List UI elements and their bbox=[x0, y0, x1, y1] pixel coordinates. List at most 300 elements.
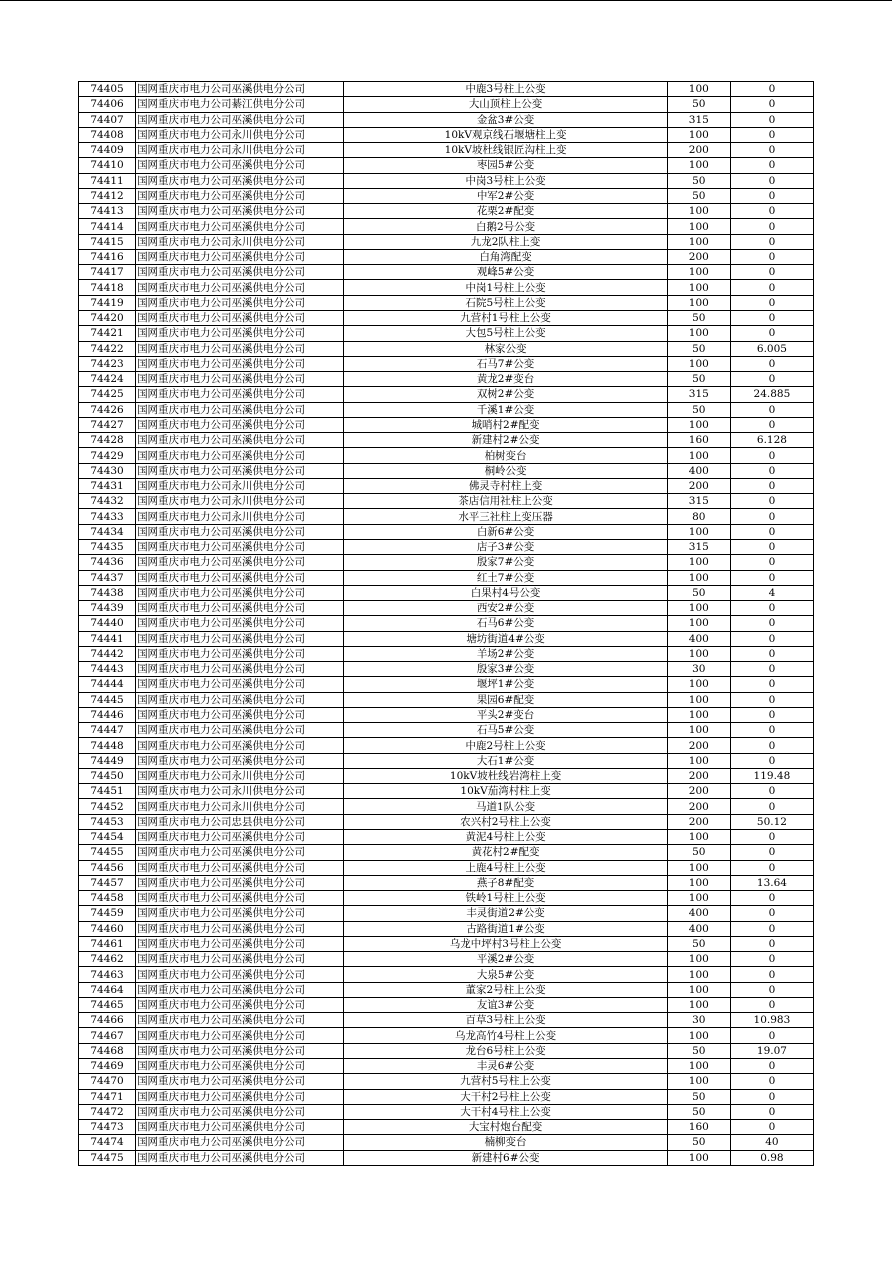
company-cell: 国网重庆市电力公司巫溪供电分公司 bbox=[136, 753, 344, 768]
value-cell: 0 bbox=[730, 707, 813, 722]
transformer-name-cell: 中鹿2号柱上公变 bbox=[344, 738, 667, 753]
value-cell: 0 bbox=[730, 967, 813, 982]
value-cell: 0 bbox=[730, 219, 813, 234]
capacity-cell: 200 bbox=[667, 784, 730, 799]
transformer-table bbox=[78, 81, 814, 1166]
page-top-border bbox=[0, 0, 892, 1]
row-id-cell: 74454 bbox=[79, 830, 136, 845]
company-cell: 国网重庆市电力公司巫溪供电分公司 bbox=[136, 433, 344, 448]
value-cell: 0 bbox=[730, 127, 813, 142]
company-cell: 国网重庆市电力公司巫溪供电分公司 bbox=[136, 616, 344, 631]
row-id-cell: 74449 bbox=[79, 753, 136, 768]
row-id-cell: 74435 bbox=[79, 539, 136, 554]
table-row bbox=[79, 784, 814, 799]
table-row bbox=[79, 692, 814, 707]
row-id-cell: 74412 bbox=[79, 188, 136, 203]
capacity-cell: 50 bbox=[667, 1089, 730, 1104]
value-cell: 13.64 bbox=[730, 875, 813, 890]
company-cell: 国网重庆市电力公司巫溪供电分公司 bbox=[136, 921, 344, 936]
transformer-name-cell: 大泉5#公变 bbox=[344, 967, 667, 982]
row-id-cell: 74405 bbox=[79, 82, 136, 97]
value-cell: 0 bbox=[730, 799, 813, 814]
table-body bbox=[79, 82, 814, 1166]
row-id-cell: 74430 bbox=[79, 463, 136, 478]
transformer-name-cell: 城哨村2#配变 bbox=[344, 417, 667, 432]
value-cell: 0 bbox=[730, 662, 813, 677]
capacity-cell: 100 bbox=[667, 997, 730, 1012]
company-cell: 国网重庆市电力公司巫溪供电分公司 bbox=[136, 1028, 344, 1043]
transformer-name-cell: 石马5#公变 bbox=[344, 723, 667, 738]
company-cell: 国网重庆市电力公司巫溪供电分公司 bbox=[136, 82, 344, 97]
row-id-cell: 74417 bbox=[79, 265, 136, 280]
table-row bbox=[79, 158, 814, 173]
value-cell: 0 bbox=[730, 326, 813, 341]
value-cell: 0 bbox=[730, 234, 813, 249]
transformer-name-cell: 楠柳变台 bbox=[344, 1135, 667, 1150]
table-row bbox=[79, 173, 814, 188]
table-row bbox=[79, 249, 814, 264]
table-row bbox=[79, 753, 814, 768]
capacity-cell: 100 bbox=[667, 830, 730, 845]
table-row bbox=[79, 433, 814, 448]
transformer-name-cell: 新建村2#公变 bbox=[344, 433, 667, 448]
transformer-name-cell: 中鹿3号柱上公变 bbox=[344, 82, 667, 97]
company-cell: 国网重庆市电力公司巫溪供电分公司 bbox=[136, 280, 344, 295]
capacity-cell: 160 bbox=[667, 433, 730, 448]
table-row bbox=[79, 830, 814, 845]
row-id-cell: 74445 bbox=[79, 692, 136, 707]
company-cell: 国网重庆市电力公司巫溪供电分公司 bbox=[136, 1074, 344, 1089]
value-cell: 0 bbox=[730, 845, 813, 860]
row-id-cell: 74448 bbox=[79, 738, 136, 753]
transformer-name-cell: 果园6#配变 bbox=[344, 692, 667, 707]
capacity-cell: 50 bbox=[667, 341, 730, 356]
capacity-cell: 200 bbox=[667, 814, 730, 829]
value-cell: 0.98 bbox=[730, 1150, 813, 1165]
table-row bbox=[79, 921, 814, 936]
table-row bbox=[79, 860, 814, 875]
row-id-cell: 74431 bbox=[79, 478, 136, 493]
capacity-cell: 100 bbox=[667, 723, 730, 738]
company-cell: 国网重庆市电力公司巫溪供电分公司 bbox=[136, 555, 344, 570]
capacity-cell: 160 bbox=[667, 1120, 730, 1135]
table-row bbox=[79, 845, 814, 860]
transformer-name-cell: 平头2#变台 bbox=[344, 707, 667, 722]
row-id-cell: 74437 bbox=[79, 570, 136, 585]
table-row bbox=[79, 570, 814, 585]
transformer-name-cell: 乌龙中坪村3号柱上公变 bbox=[344, 936, 667, 951]
table-row bbox=[79, 891, 814, 906]
row-id-cell: 74420 bbox=[79, 310, 136, 325]
capacity-cell: 100 bbox=[667, 692, 730, 707]
company-cell: 国网重庆市电力公司巫溪供电分公司 bbox=[136, 997, 344, 1012]
table-row bbox=[79, 631, 814, 646]
value-cell: 0 bbox=[730, 784, 813, 799]
table-row bbox=[79, 112, 814, 127]
value-cell: 0 bbox=[730, 112, 813, 127]
transformer-name-cell: 茶店信用社柱上公变 bbox=[344, 494, 667, 509]
transformer-name-cell: 大干村2号柱上公变 bbox=[344, 1089, 667, 1104]
value-cell: 0 bbox=[730, 616, 813, 631]
company-cell: 国网重庆市电力公司巫溪供电分公司 bbox=[136, 692, 344, 707]
capacity-cell: 30 bbox=[667, 662, 730, 677]
capacity-cell: 100 bbox=[667, 555, 730, 570]
capacity-cell: 200 bbox=[667, 143, 730, 158]
capacity-cell: 100 bbox=[667, 280, 730, 295]
capacity-cell: 100 bbox=[667, 601, 730, 616]
transformer-name-cell: 白鹅2号公变 bbox=[344, 219, 667, 234]
table-row bbox=[79, 143, 814, 158]
row-id-cell: 74442 bbox=[79, 646, 136, 661]
company-cell: 国网重庆市电力公司巫溪供电分公司 bbox=[136, 1104, 344, 1119]
value-cell: 0 bbox=[730, 1104, 813, 1119]
capacity-cell: 315 bbox=[667, 112, 730, 127]
table-row bbox=[79, 310, 814, 325]
value-cell: 0 bbox=[730, 402, 813, 417]
value-cell: 0 bbox=[730, 463, 813, 478]
row-id-cell: 74473 bbox=[79, 1120, 136, 1135]
capacity-cell: 50 bbox=[667, 845, 730, 860]
company-cell: 国网重庆市电力公司巫溪供电分公司 bbox=[136, 372, 344, 387]
row-id-cell: 74456 bbox=[79, 860, 136, 875]
company-cell: 国网重庆市电力公司巫溪供电分公司 bbox=[136, 1150, 344, 1165]
row-id-cell: 74475 bbox=[79, 1150, 136, 1165]
value-cell: 0 bbox=[730, 921, 813, 936]
capacity-cell: 400 bbox=[667, 463, 730, 478]
row-id-cell: 74424 bbox=[79, 372, 136, 387]
transformer-name-cell: 殷家3#公变 bbox=[344, 662, 667, 677]
company-cell: 国网重庆市电力公司巫溪供电分公司 bbox=[136, 539, 344, 554]
capacity-cell: 100 bbox=[667, 952, 730, 967]
row-id-cell: 74451 bbox=[79, 784, 136, 799]
table-row bbox=[79, 1120, 814, 1135]
transformer-name-cell: 石院5号柱上公变 bbox=[344, 295, 667, 310]
table-row bbox=[79, 768, 814, 783]
table-row bbox=[79, 188, 814, 203]
capacity-cell: 400 bbox=[667, 906, 730, 921]
table-row bbox=[79, 1074, 814, 1089]
capacity-cell: 200 bbox=[667, 249, 730, 264]
row-id-cell: 74443 bbox=[79, 662, 136, 677]
company-cell: 国网重庆市电力公司永川供电分公司 bbox=[136, 234, 344, 249]
table-row bbox=[79, 402, 814, 417]
table-row bbox=[79, 478, 814, 493]
transformer-name-cell: 西安2#公变 bbox=[344, 601, 667, 616]
transformer-name-cell: 白角湾配变 bbox=[344, 249, 667, 264]
row-id-cell: 74427 bbox=[79, 417, 136, 432]
transformer-name-cell: 林家公变 bbox=[344, 341, 667, 356]
table-row bbox=[79, 280, 814, 295]
row-id-cell: 74413 bbox=[79, 204, 136, 219]
company-cell: 国网重庆市电力公司巫溪供电分公司 bbox=[136, 402, 344, 417]
value-cell: 0 bbox=[730, 982, 813, 997]
value-cell: 0 bbox=[730, 524, 813, 539]
value-cell: 0 bbox=[730, 601, 813, 616]
table-row bbox=[79, 738, 814, 753]
row-id-cell: 74432 bbox=[79, 494, 136, 509]
table-row bbox=[79, 601, 814, 616]
row-id-cell: 74423 bbox=[79, 356, 136, 371]
company-cell: 国网重庆市电力公司巫溪供电分公司 bbox=[136, 310, 344, 325]
capacity-cell: 100 bbox=[667, 570, 730, 585]
row-id-cell: 74414 bbox=[79, 219, 136, 234]
company-cell: 国网重庆市电力公司巫溪供电分公司 bbox=[136, 936, 344, 951]
transformer-name-cell: 塘坊街道4#公变 bbox=[344, 631, 667, 646]
transformer-name-cell: 龙台6号柱上公变 bbox=[344, 1043, 667, 1058]
company-cell: 国网重庆市电力公司巫溪供电分公司 bbox=[136, 1043, 344, 1058]
value-cell: 0 bbox=[730, 158, 813, 173]
table-row bbox=[79, 555, 814, 570]
row-id-cell: 74425 bbox=[79, 387, 136, 402]
company-cell: 国网重庆市电力公司巫溪供电分公司 bbox=[136, 188, 344, 203]
row-id-cell: 74468 bbox=[79, 1043, 136, 1058]
company-cell: 国网重庆市电力公司巫溪供电分公司 bbox=[136, 112, 344, 127]
value-cell: 0 bbox=[730, 570, 813, 585]
company-cell: 国网重庆市电力公司巫溪供电分公司 bbox=[136, 646, 344, 661]
transformer-name-cell: 白果村4号公变 bbox=[344, 585, 667, 600]
company-cell: 国网重庆市电力公司巫溪供电分公司 bbox=[136, 875, 344, 890]
transformer-name-cell: 10kV茄湾村柱上变 bbox=[344, 784, 667, 799]
row-id-cell: 74421 bbox=[79, 326, 136, 341]
capacity-cell: 100 bbox=[667, 326, 730, 341]
transformer-name-cell: 黄龙2#变台 bbox=[344, 372, 667, 387]
capacity-cell: 315 bbox=[667, 387, 730, 402]
table-row bbox=[79, 82, 814, 97]
table-row bbox=[79, 677, 814, 692]
table-row bbox=[79, 1059, 814, 1074]
capacity-cell: 100 bbox=[667, 204, 730, 219]
row-id-cell: 74447 bbox=[79, 723, 136, 738]
value-cell: 0 bbox=[730, 906, 813, 921]
transformer-name-cell: 友谊3#公变 bbox=[344, 997, 667, 1012]
transformer-name-cell: 乌龙高竹4号柱上公变 bbox=[344, 1028, 667, 1043]
transformer-name-cell: 黄花村2#配变 bbox=[344, 845, 667, 860]
capacity-cell: 100 bbox=[667, 1059, 730, 1074]
company-cell: 国网重庆市电力公司巫溪供电分公司 bbox=[136, 860, 344, 875]
capacity-cell: 200 bbox=[667, 478, 730, 493]
transformer-name-cell: 大山顶柱上公变 bbox=[344, 97, 667, 112]
transformer-name-cell: 马道1队公变 bbox=[344, 799, 667, 814]
value-cell: 6.128 bbox=[730, 433, 813, 448]
row-id-cell: 74426 bbox=[79, 402, 136, 417]
company-cell: 国网重庆市电力公司巫溪供电分公司 bbox=[136, 158, 344, 173]
transformer-name-cell: 铁岭1号柱上公变 bbox=[344, 891, 667, 906]
value-cell: 0 bbox=[730, 936, 813, 951]
value-cell: 0 bbox=[730, 1120, 813, 1135]
table-row bbox=[79, 707, 814, 722]
value-cell: 0 bbox=[730, 173, 813, 188]
value-cell: 0 bbox=[730, 204, 813, 219]
capacity-cell: 100 bbox=[667, 234, 730, 249]
value-cell: 50.12 bbox=[730, 814, 813, 829]
capacity-cell: 200 bbox=[667, 738, 730, 753]
row-id-cell: 74428 bbox=[79, 433, 136, 448]
table-row bbox=[79, 539, 814, 554]
capacity-cell: 100 bbox=[667, 891, 730, 906]
table-row bbox=[79, 1135, 814, 1150]
transformer-name-cell: 堰坪1#公变 bbox=[344, 677, 667, 692]
value-cell: 0 bbox=[730, 448, 813, 463]
value-cell: 0 bbox=[730, 555, 813, 570]
value-cell: 0 bbox=[730, 310, 813, 325]
row-id-cell: 74419 bbox=[79, 295, 136, 310]
capacity-cell: 400 bbox=[667, 631, 730, 646]
company-cell: 国网重庆市电力公司巫溪供电分公司 bbox=[136, 448, 344, 463]
capacity-cell: 100 bbox=[667, 616, 730, 631]
row-id-cell: 74444 bbox=[79, 677, 136, 692]
capacity-cell: 30 bbox=[667, 1013, 730, 1028]
transformer-name-cell: 观峰5#公变 bbox=[344, 265, 667, 280]
transformer-name-cell: 大干村4号柱上公变 bbox=[344, 1104, 667, 1119]
value-cell: 0 bbox=[730, 753, 813, 768]
table-row bbox=[79, 448, 814, 463]
transformer-name-cell: 石马7#公变 bbox=[344, 356, 667, 371]
capacity-cell: 100 bbox=[667, 295, 730, 310]
table-row bbox=[79, 1104, 814, 1119]
transformer-name-cell: 九营村5号柱上公变 bbox=[344, 1074, 667, 1089]
value-cell: 0 bbox=[730, 631, 813, 646]
table-row bbox=[79, 723, 814, 738]
company-cell: 国网重庆市电力公司巫溪供电分公司 bbox=[136, 1089, 344, 1104]
company-cell: 国网重庆市电力公司巫溪供电分公司 bbox=[136, 906, 344, 921]
transformer-name-cell: 大宝村炮台配变 bbox=[344, 1120, 667, 1135]
company-cell: 国网重庆市电力公司巫溪供电分公司 bbox=[136, 417, 344, 432]
capacity-cell: 50 bbox=[667, 402, 730, 417]
row-id-cell: 74433 bbox=[79, 509, 136, 524]
table-row bbox=[79, 524, 814, 539]
row-id-cell: 74436 bbox=[79, 555, 136, 570]
table-row bbox=[79, 372, 814, 387]
table-row bbox=[79, 326, 814, 341]
company-cell: 国网重庆市电力公司巫溪供电分公司 bbox=[136, 967, 344, 982]
company-cell: 国网重庆市电力公司巫溪供电分公司 bbox=[136, 662, 344, 677]
capacity-cell: 80 bbox=[667, 509, 730, 524]
company-cell: 国网重庆市电力公司永川供电分公司 bbox=[136, 784, 344, 799]
row-id-cell: 74453 bbox=[79, 814, 136, 829]
transformer-name-cell: 董家2号柱上公变 bbox=[344, 982, 667, 997]
company-cell: 国网重庆市电力公司巫溪供电分公司 bbox=[136, 341, 344, 356]
transformer-name-cell: 店子3#公变 bbox=[344, 539, 667, 554]
company-cell: 国网重庆市电力公司巫溪供电分公司 bbox=[136, 219, 344, 234]
transformer-name-cell: 千溪1#公变 bbox=[344, 402, 667, 417]
capacity-cell: 100 bbox=[667, 127, 730, 142]
row-id-cell: 74470 bbox=[79, 1074, 136, 1089]
company-cell: 国网重庆市电力公司巫溪供电分公司 bbox=[136, 387, 344, 402]
company-cell: 国网重庆市电力公司巫溪供电分公司 bbox=[136, 707, 344, 722]
row-id-cell: 74440 bbox=[79, 616, 136, 631]
transformer-name-cell: 花栗2#配变 bbox=[344, 204, 667, 219]
company-cell: 国网重庆市电力公司巫溪供电分公司 bbox=[136, 524, 344, 539]
row-id-cell: 74407 bbox=[79, 112, 136, 127]
company-cell: 国网重庆市电力公司巫溪供电分公司 bbox=[136, 1013, 344, 1028]
table-row bbox=[79, 509, 814, 524]
value-cell: 4 bbox=[730, 585, 813, 600]
value-cell: 0 bbox=[730, 356, 813, 371]
table-row bbox=[79, 952, 814, 967]
value-cell: 0 bbox=[730, 280, 813, 295]
row-id-cell: 74467 bbox=[79, 1028, 136, 1043]
capacity-cell: 50 bbox=[667, 97, 730, 112]
table-row bbox=[79, 1089, 814, 1104]
capacity-cell: 100 bbox=[667, 1150, 730, 1165]
capacity-cell: 400 bbox=[667, 921, 730, 936]
capacity-cell: 50 bbox=[667, 1043, 730, 1058]
capacity-cell: 100 bbox=[667, 417, 730, 432]
row-id-cell: 74474 bbox=[79, 1135, 136, 1150]
transformer-name-cell: 柏树变台 bbox=[344, 448, 667, 463]
value-cell: 0 bbox=[730, 1089, 813, 1104]
company-cell: 国网重庆市电力公司巫溪供电分公司 bbox=[136, 738, 344, 753]
value-cell: 0 bbox=[730, 723, 813, 738]
company-cell: 国网重庆市电力公司巫溪供电分公司 bbox=[136, 249, 344, 264]
transformer-name-cell: 中军2#公变 bbox=[344, 188, 667, 203]
transformer-name-cell: 殷家7#公变 bbox=[344, 555, 667, 570]
company-cell: 国网重庆市电力公司永川供电分公司 bbox=[136, 478, 344, 493]
value-cell: 0 bbox=[730, 539, 813, 554]
row-id-cell: 74462 bbox=[79, 952, 136, 967]
company-cell: 国网重庆市电力公司巫溪供电分公司 bbox=[136, 631, 344, 646]
capacity-cell: 50 bbox=[667, 585, 730, 600]
capacity-cell: 100 bbox=[667, 524, 730, 539]
company-cell: 国网重庆市电力公司永川供电分公司 bbox=[136, 127, 344, 142]
company-cell: 国网重庆市电力公司永川供电分公司 bbox=[136, 509, 344, 524]
transformer-name-cell: 九营村1号柱上公变 bbox=[344, 310, 667, 325]
company-cell: 国网重庆市电力公司巫溪供电分公司 bbox=[136, 326, 344, 341]
row-id-cell: 74472 bbox=[79, 1104, 136, 1119]
value-cell: 19.07 bbox=[730, 1043, 813, 1058]
value-cell: 40 bbox=[730, 1135, 813, 1150]
row-id-cell: 74459 bbox=[79, 906, 136, 921]
value-cell: 0 bbox=[730, 265, 813, 280]
company-cell: 国网重庆市电力公司巫溪供电分公司 bbox=[136, 845, 344, 860]
row-id-cell: 74415 bbox=[79, 234, 136, 249]
transformer-name-cell: 金盆3#公变 bbox=[344, 112, 667, 127]
transformer-name-cell: 桐岭公变 bbox=[344, 463, 667, 478]
capacity-cell: 50 bbox=[667, 188, 730, 203]
transformer-name-cell: 10kV坡杜线银匠沟柱上变 bbox=[344, 143, 667, 158]
value-cell: 0 bbox=[730, 891, 813, 906]
table-row bbox=[79, 295, 814, 310]
transformer-name-cell: 中岗3号柱上公变 bbox=[344, 173, 667, 188]
company-cell: 国网重庆市电力公司巫溪供电分公司 bbox=[136, 356, 344, 371]
capacity-cell: 50 bbox=[667, 1135, 730, 1150]
table-row bbox=[79, 814, 814, 829]
transformer-name-cell: 佛灵寺村柱上变 bbox=[344, 478, 667, 493]
transformer-name-cell: 10kV观京线石堰塘柱上变 bbox=[344, 127, 667, 142]
transformer-name-cell: 燕子8#配变 bbox=[344, 875, 667, 890]
table-row bbox=[79, 997, 814, 1012]
value-cell: 0 bbox=[730, 143, 813, 158]
capacity-cell: 100 bbox=[667, 875, 730, 890]
company-cell: 国网重庆市电力公司永川供电分公司 bbox=[136, 768, 344, 783]
capacity-cell: 100 bbox=[667, 1028, 730, 1043]
capacity-cell: 200 bbox=[667, 799, 730, 814]
table-row bbox=[79, 356, 814, 371]
row-id-cell: 74438 bbox=[79, 585, 136, 600]
row-id-cell: 74446 bbox=[79, 707, 136, 722]
value-cell: 0 bbox=[730, 478, 813, 493]
company-cell: 国网重庆市电力公司巫溪供电分公司 bbox=[136, 173, 344, 188]
capacity-cell: 50 bbox=[667, 310, 730, 325]
capacity-cell: 200 bbox=[667, 768, 730, 783]
row-id-cell: 74411 bbox=[79, 173, 136, 188]
row-id-cell: 74457 bbox=[79, 875, 136, 890]
company-cell: 国网重庆市电力公司巫溪供电分公司 bbox=[136, 570, 344, 585]
transformer-name-cell: 白新6#公变 bbox=[344, 524, 667, 539]
company-cell: 国网重庆市电力公司巫溪供电分公司 bbox=[136, 204, 344, 219]
company-cell: 国网重庆市电力公司巫溪供电分公司 bbox=[136, 1120, 344, 1135]
value-cell: 0 bbox=[730, 997, 813, 1012]
